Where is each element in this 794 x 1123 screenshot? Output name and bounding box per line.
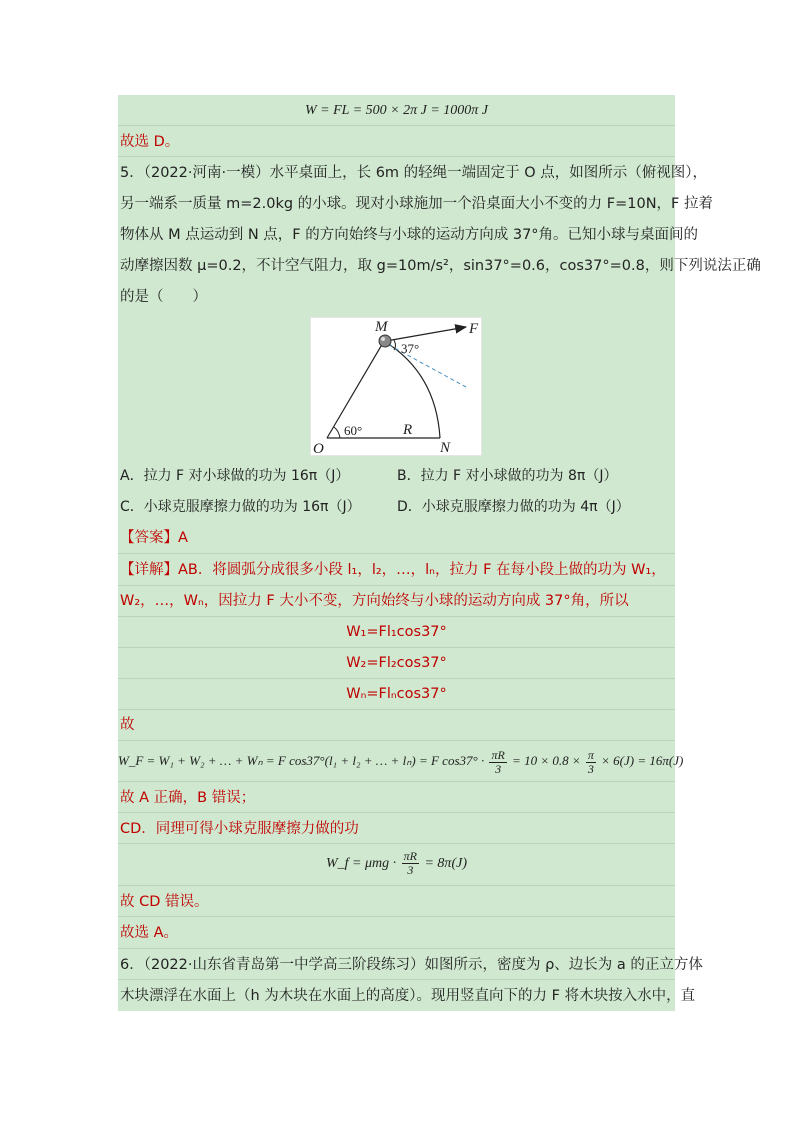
ball — [379, 335, 391, 347]
answer: 【答案】A — [120, 530, 188, 546]
problem5-figure — [310, 317, 482, 456]
work-eq-frac2: $\frac{\pi}{3}$ — [587, 747, 594, 776]
option-A: A．拉力 F 对小球做的功为 16π（J） — [120, 468, 350, 484]
equation-w1: W₁=Fl₁cos37° — [346, 624, 447, 640]
problem5-line5: 的是（ ） — [120, 289, 207, 305]
friction-eq-frac: $\frac{\pi R}{3}$ — [403, 849, 417, 878]
so-label: 故 — [120, 717, 135, 733]
work-eq-mid: = 10 × 0.8 × — [512, 753, 581, 768]
problem6-line1: 6．（2022·山东省青岛第一中学高三阶段练习）如图所示，密度为 ρ、边长为 a 的正立方体 — [120, 957, 703, 973]
conclusion-ab: 故 A 正确，B 错误； — [120, 790, 256, 806]
label-angle-37: 37° — [401, 341, 420, 356]
force-arrow — [386, 327, 466, 341]
label-F: F — [469, 321, 479, 337]
row-separator — [118, 553, 675, 554]
previous-answer: 故选 D。 — [120, 134, 180, 150]
friction-eq-left: W_f = μmg · — [326, 856, 397, 871]
friction-work-equation — [118, 845, 675, 883]
row-separator — [118, 948, 675, 949]
row-separator — [118, 740, 675, 741]
explanation-line2: W₂，…，Wₙ，因拉力 F 大小不变，方向始终与小球的运动方向成 37°角，所以 — [120, 593, 629, 609]
top-equation: W = FL = 500 × 2π J = 1000π J — [305, 103, 488, 118]
label-N: N — [440, 440, 451, 455]
option-B: B．拉力 F 对小球做的功为 8π（J） — [397, 468, 618, 484]
row-separator — [118, 781, 675, 782]
problem6-line2: 木块漂浮在水面上（h 为木块在水面上的高度）。现用竖直向下的力 F 将木块按入水中，直 — [120, 988, 696, 1004]
equation-wn: Wₙ=Flₙcos37° — [346, 686, 447, 702]
label-R: R — [403, 422, 413, 438]
conclusion-cd: 故 CD 错误。 — [120, 894, 209, 910]
equation-w2: W₂=Fl₂cos37° — [346, 655, 447, 671]
label-angle-60: 60° — [344, 423, 363, 438]
option-D: D．小球克服摩擦力做的功为 4π（J） — [397, 499, 630, 515]
work-eq-frac1: $\frac{\pi R}{3}$ — [491, 747, 505, 776]
figure-diagram — [311, 318, 481, 455]
work-eq-right: × 6(J) = 16π(J) — [601, 753, 684, 768]
label-O: O — [313, 441, 324, 455]
friction-eq-right: = 8π(J) — [424, 856, 467, 871]
work-eq-left: W_F = W₁ + W₂ + … + Wₙ = F cos37°(l₁ + l₂ + … + lₙ) = F cos37° · — [118, 753, 485, 768]
final-choice: 故选 A。 — [120, 925, 179, 941]
label-M: M — [375, 319, 388, 335]
row-separator — [118, 885, 675, 886]
problem5-line3: 物体从 M 点运动到 N 点，F 的方向始终与小球的运动方向成 37°角。已知小球与桌面间的 — [120, 227, 699, 243]
problem5-line1: 5．（2022·河南·一模）水平桌面上，长 6m 的轻绳一端固定于 O 点，如图所示（俯视图）， — [120, 165, 708, 181]
problem5-line2: 另一端系一质量 m=2.0kg 的小球。现对小球施加一个沿桌面大小不变的力 F=10N，F 拉着 — [120, 196, 713, 212]
cd-intro: CD．同理可得小球克服摩擦力做的功 — [120, 821, 359, 837]
option-C: C．小球克服摩擦力做的功为 16π（J） — [120, 499, 361, 515]
explanation-line1: 【详解】AB．将圆弧分成很多小段 l₁，l₂，…，lₙ，拉力 F 在每小段上做的功为 W₁， — [120, 562, 666, 578]
angle-arc-60 — [334, 427, 340, 438]
problem5-line4: 动摩擦因数 μ=0.2，不计空气阻力，取 g=10m/s²，sin37°=0.6，cos37°=0.8，则下列说法正确 — [120, 258, 761, 274]
work-total-equation — [118, 742, 684, 780]
